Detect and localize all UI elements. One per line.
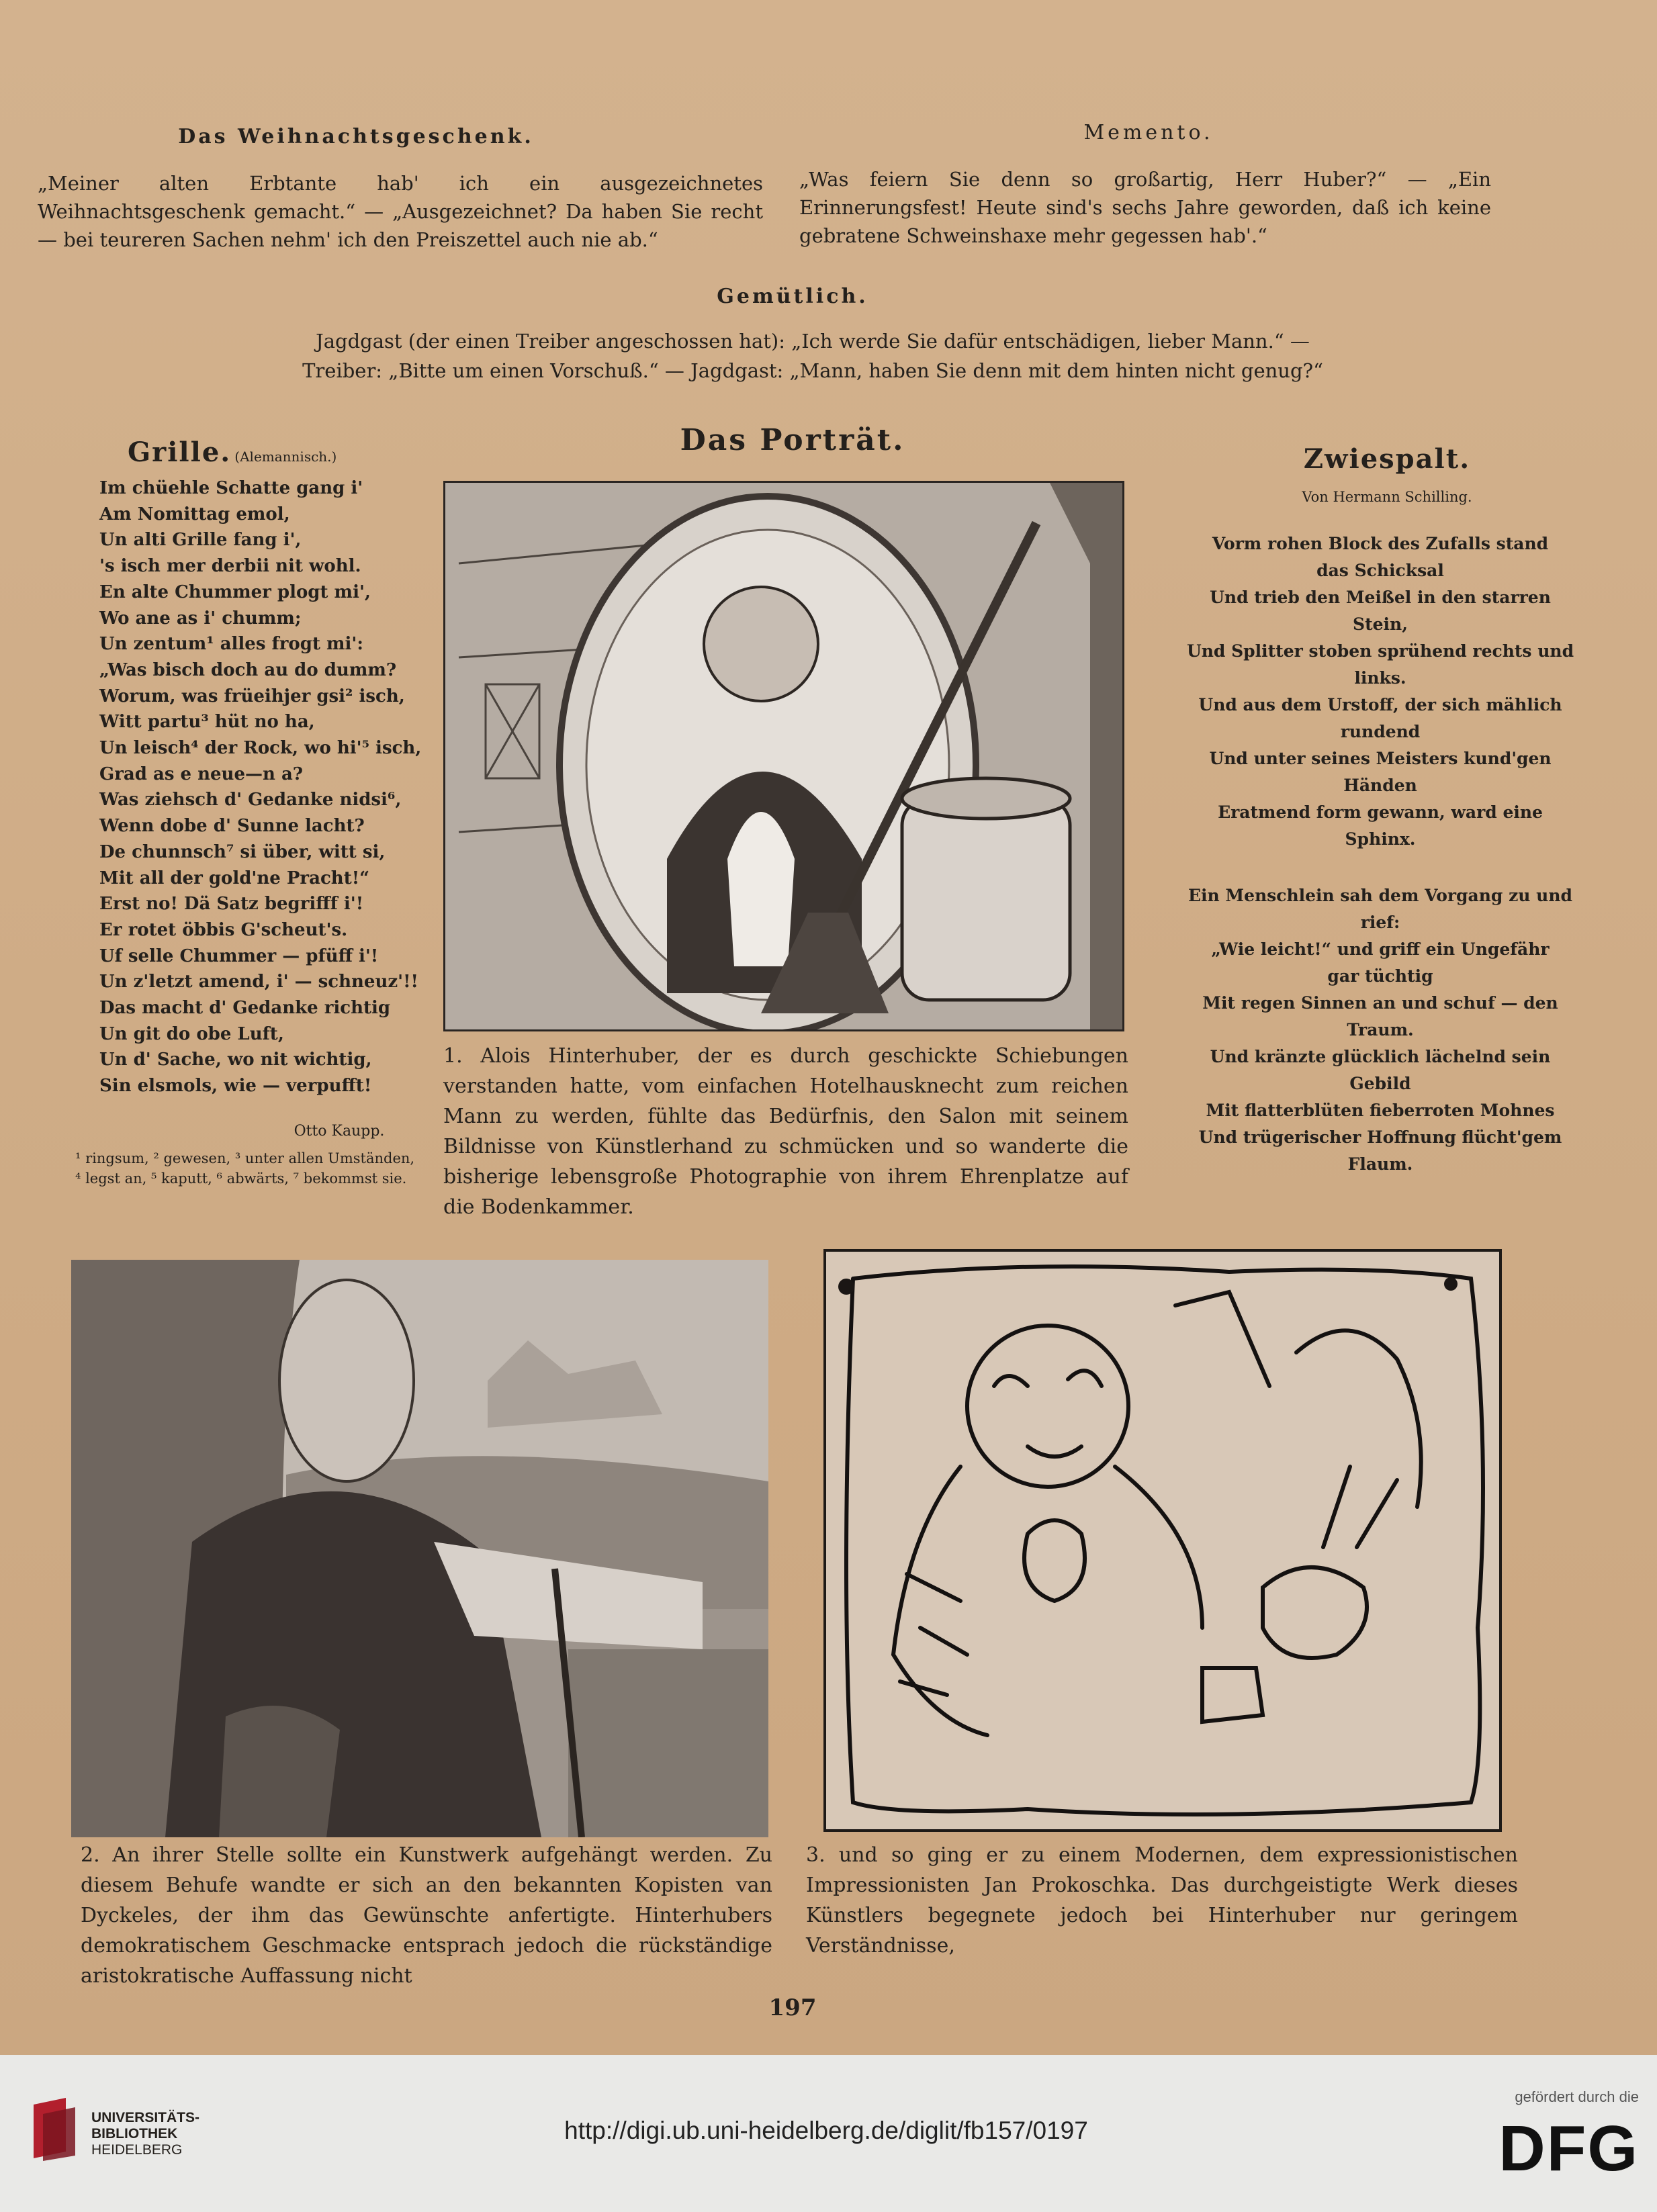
poem-line: Wo ane as i' chumm; bbox=[99, 608, 302, 629]
memento-title: Memento. bbox=[1083, 121, 1214, 144]
grille-poem bbox=[99, 475, 422, 1099]
gemuetlich-text bbox=[40, 326, 1585, 385]
grille-footnote: ¹ ringsum, ² gewesen, ³ unter allen Umständen, ⁴ legst an, ⁵ kaputt, ⁶ abwärts, ⁷ bekommst sie. bbox=[75, 1150, 415, 1187]
poem-line: Und kränzte glücklich lächelnd sein bbox=[1210, 1047, 1551, 1066]
poem-line: das Schicksal bbox=[1316, 561, 1444, 580]
poem-line: gar tüchtig bbox=[1327, 966, 1433, 986]
poem-line: Und trieb den Meißel in den starren bbox=[1210, 588, 1551, 607]
portrait-illustration-2 bbox=[71, 1260, 768, 1837]
expressionist-sketch bbox=[826, 1252, 1499, 1829]
poem-line: Uf selle Chummer — pfüff i'! bbox=[99, 946, 379, 966]
poem-line: Und trügerischer Hoffnung flücht'gem bbox=[1198, 1127, 1562, 1147]
poem-line: Und Splitter stoben sprühend rechts und bbox=[1186, 641, 1574, 661]
memento-text: „Was feiern Sie denn so großartig, Herr Huber?“ — „Ein Erinnerungsfest! Heute sind's sechs Jahre geworden, daß ich keine gebratene Schweinshaxe mehr gegessen hab'.“ bbox=[799, 168, 1491, 247]
poem-line: Eratmend form gewann, ward eine bbox=[1218, 802, 1543, 822]
poem-line: Un d' Sache, wo nit wichtig, bbox=[99, 1050, 372, 1070]
page-number: 197 bbox=[768, 1994, 817, 2021]
poem-line: Sin elsmols, wie — verpufft! bbox=[99, 1076, 372, 1097]
zwiespalt-stanza-1 bbox=[1149, 531, 1612, 853]
footer-bar bbox=[0, 2055, 1657, 2212]
poem-line: Worum, was früeihjer gsi² isch, bbox=[99, 686, 405, 706]
poem-line: Mit regen Sinnen an und schuf — den bbox=[1202, 993, 1558, 1013]
poem-line: rundend bbox=[1340, 722, 1421, 741]
portrait-illustration-1 bbox=[443, 481, 1124, 1031]
zwiespalt-author: Von Hermann Schilling. bbox=[1302, 489, 1472, 505]
poem-line: Mit flatterblüten fieberroten Mohnes bbox=[1206, 1101, 1555, 1120]
poem-line: 's isch mer derbii nit wohl. bbox=[99, 556, 361, 577]
university-library-logo-icon bbox=[27, 2096, 82, 2161]
poem-line: rief: bbox=[1360, 913, 1400, 932]
grille-author: Otto Kaupp. bbox=[294, 1123, 385, 1140]
weihnachtsgeschenk-text: „Meiner alten Erbtante hab' ich ein ausgezeichnetes Weihnachtsgeschenk gemacht.“ — „Ausgezeichnet? Da haben Sie recht — bei teureren Sachen nehm' ich den Preiszettel auch nie ab.“ bbox=[38, 172, 763, 251]
poem-line: Was ziehsch d' Gedanke nidsi⁶, bbox=[99, 790, 402, 811]
library-name bbox=[91, 2110, 199, 2158]
poem-line: Un z'letzt amend, i' — schneuz'!! bbox=[99, 972, 418, 993]
poem-line: Das macht d' Gedanke richtig bbox=[99, 998, 391, 1019]
poem-line: „Was bisch doch au do dumm? bbox=[99, 659, 397, 680]
poem-line: links. bbox=[1354, 668, 1406, 688]
poem-line: Un git do obe Luft, bbox=[99, 1023, 284, 1044]
poem-line: „Wie leicht!“ und griff ein Ungefähr bbox=[1211, 939, 1550, 959]
zwiespalt-stanza-2 bbox=[1149, 882, 1612, 1178]
poem-line: Flaum. bbox=[1347, 1154, 1413, 1174]
portrait-illustration-3 bbox=[823, 1249, 1502, 1832]
van-dyck-painting bbox=[71, 1260, 768, 1837]
poem-line: Mit all der gold'ne Pracht!“ bbox=[99, 868, 370, 888]
grille-title: Grille. bbox=[128, 436, 232, 468]
portrait-caption-2: 2. An ihrer Stelle sollte ein Kunstwerk aufgehängt werden. Zu diesem Behufe wandte er sich an den bekannten Kopisten van Dyckeles, der ihm das Gewünschte anfertigte. Hinterhubers demokratischem Geschmacke entsprach jedoch die rückständige aristokratische Auffassung nicht bbox=[81, 1843, 772, 1988]
portrait-caption-3: 3. und so ging er zu einem Modernen, dem expressionistischen Impressionisten Jan Prokoschka. Das durchgeistigte Werk dieses Künstlers begegnete jedoch bei Hinterhuber nur geringem Verständnisse, bbox=[806, 1843, 1518, 1957]
poem-line: De chunnsch⁷ si über, witt si, bbox=[99, 841, 386, 862]
library-line-3: HEIDELBERG bbox=[91, 2142, 183, 2158]
photograph-drawing bbox=[445, 483, 1122, 1029]
poem-line: Händen bbox=[1343, 776, 1417, 795]
library-line-2: BIBLIOTHEK bbox=[91, 2126, 178, 2141]
poem-line: Am Nomittag emol, bbox=[99, 504, 290, 524]
poem-line: Im chüehle Schatte gang i' bbox=[99, 478, 363, 498]
portrait-caption-1: 1. Alois Hinterhuber, der es durch geschickte Schiebungen verstanden hatte, vom einfachen Hotelhausknecht zum reichen Mann zu werden, fühlte das Bedürfnis, den Salon mit seinem Bildnisse von Künstlerhand zu schmücken und so wanderte die bisherige lebensgroße Photographie von ihrem Ehrenplatze auf die Bodenkammer. bbox=[443, 1044, 1128, 1219]
dfg-logo: DFG bbox=[1498, 2113, 1639, 2184]
poem-line: Erst no! Dä Satz begrifff i'! bbox=[99, 894, 364, 915]
poem-line: En alte Chummer plogt mi', bbox=[99, 582, 371, 602]
poem-line: Un alti Grille fang i', bbox=[99, 530, 302, 551]
poem-line: Traum. bbox=[1347, 1020, 1414, 1040]
poem-line: Grad as e neue—n a? bbox=[99, 764, 304, 784]
poem-line: Sphinx. bbox=[1345, 829, 1416, 849]
poem-line: Und unter seines Meisters kund'gen bbox=[1209, 749, 1552, 768]
gemuetlich-title: Gemütlich. bbox=[717, 285, 868, 308]
poem-line: Un zentum¹ alles frogt mi': bbox=[99, 634, 363, 655]
poem-line: Wenn dobe d' Sunne lacht? bbox=[99, 816, 365, 837]
grille-heading bbox=[128, 436, 396, 468]
poem-line: Und aus dem Urstoff, der sich mählich bbox=[1198, 695, 1562, 715]
poem-line: Gebild bbox=[1349, 1074, 1411, 1093]
poem-line: Witt partu³ hüt no ha, bbox=[99, 712, 315, 733]
poem-line: Un leisch⁴ der Rock, wo hi'⁵ isch, bbox=[99, 738, 422, 759]
zwiespalt-title: Zwiespalt. bbox=[1303, 443, 1471, 475]
grille-subtitle: (Alemannisch.) bbox=[234, 449, 337, 465]
funded-by-text: gefördert durch die bbox=[1515, 2088, 1639, 2105]
poem-line: Ein Menschlein sah dem Vorgang zu und bbox=[1188, 886, 1573, 905]
poem-line: Er rotet öbbis G'scheut's. bbox=[99, 919, 348, 940]
source-url-link[interactable]: http://digi.ub.uni-heidelberg.de/diglit/fb157/0197 bbox=[564, 2117, 1088, 2144]
library-line-1: UNIVERSITÄTS- bbox=[91, 2110, 200, 2125]
poem-line: Stein, bbox=[1353, 614, 1408, 634]
poem-line: Vorm rohen Block des Zufalls stand bbox=[1212, 534, 1549, 553]
portrait-title: Das Porträt. bbox=[680, 423, 905, 457]
gemuetlich-line-2: Treiber: „Bitte um einen Vorschuß.“ — Jagdgast: „Mann, haben Sie denn mit dem hinten nicht genug?“ bbox=[302, 359, 1323, 382]
weihnachtsgeschenk-title: Das Weihnachtsgeschenk. bbox=[178, 125, 534, 148]
gemuetlich-line-1: Jagdgast (der einen Treiber angeschossen hat): „Ich werde Sie dafür entschädigen, lieber Mann.“ — bbox=[316, 330, 1310, 353]
